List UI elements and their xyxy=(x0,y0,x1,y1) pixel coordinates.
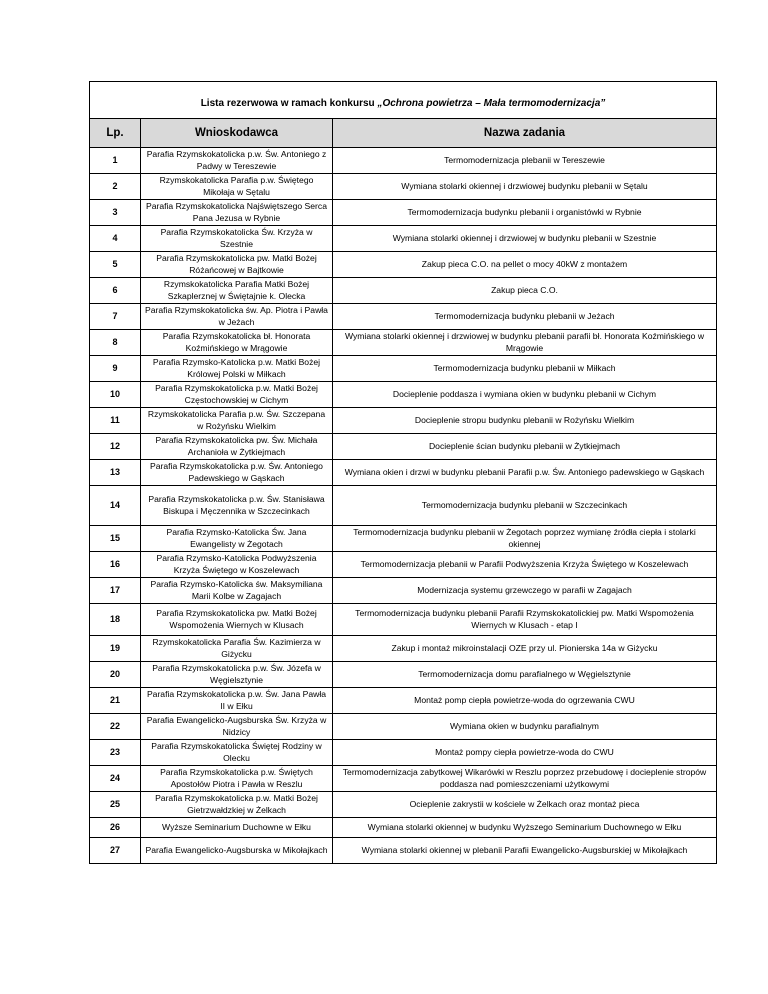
cell-lp: 10 xyxy=(90,382,141,408)
table-row xyxy=(90,662,717,688)
table-row xyxy=(90,382,717,408)
cell-lp: 27 xyxy=(90,838,141,864)
table-row xyxy=(90,792,717,818)
cell-task: Termomodernizacja plebanii w Parafii Podwyższenia Krzyża Świętego w Koszelewach xyxy=(333,552,717,578)
table-row xyxy=(90,304,717,330)
cell-applicant: Wyższe Seminarium Duchowne w Ełku xyxy=(141,818,333,838)
cell-lp: 22 xyxy=(90,714,141,740)
cell-task: Termomodernizacja plebanii w Tereszewie xyxy=(333,148,717,174)
cell-lp: 21 xyxy=(90,688,141,714)
cell-applicant: Parafia Rzymskokatolicka p.w. Św. Józefa w Węgielsztynie xyxy=(141,662,333,688)
table-row xyxy=(90,330,717,356)
cell-lp: 2 xyxy=(90,174,141,200)
cell-lp: 17 xyxy=(90,578,141,604)
cell-lp: 5 xyxy=(90,252,141,278)
cell-task: Zakup pieca C.O. xyxy=(333,278,717,304)
cell-applicant: Parafia Rzymskokatolicka pw. Matki Bożej Różańcowej w Bajtkowie xyxy=(141,252,333,278)
cell-lp: 9 xyxy=(90,356,141,382)
table-row xyxy=(90,434,717,460)
table-row xyxy=(90,740,717,766)
cell-task: Wymiana okien w budynku parafialnym xyxy=(333,714,717,740)
table-row xyxy=(90,766,717,792)
column-header-lp: Lp. xyxy=(90,119,141,148)
column-header-applicant: Wnioskodawca xyxy=(141,119,333,148)
table-row xyxy=(90,714,717,740)
table-row xyxy=(90,688,717,714)
cell-task: Wymiana stolarki okiennej w budynku Wyższego Seminarium Duchownego w Ełku xyxy=(333,818,717,838)
cell-lp: 14 xyxy=(90,486,141,526)
cell-applicant: Parafia Rzymskokatolicka Świętej Rodziny w Olecku xyxy=(141,740,333,766)
cell-applicant: Rzymskokatolicka Parafia Matki Bożej Szkaplerznej w Świętajnie k. Olecka xyxy=(141,278,333,304)
cell-applicant: Parafia Rzymsko-Katolicka Św. Jana Ewangelisty w Żegotach xyxy=(141,526,333,552)
cell-applicant: Parafia Rzymskokatolicka bł. Honorata Koźmińskiego w Mrągowie xyxy=(141,330,333,356)
table-row xyxy=(90,526,717,552)
cell-applicant: Parafia Ewangelicko-Augsburska Św. Krzyża w Nidzicy xyxy=(141,714,333,740)
cell-applicant: Parafia Rzymsko-Katolicka św. Maksymiliana Marii Kolbe w Zagajach xyxy=(141,578,333,604)
cell-task: Wymiana stolarki okiennej i drzwiowej budynku plebanii w Sętalu xyxy=(333,174,717,200)
cell-task: Wymiana stolarki okiennej i drzwiowej w budynku plebanii w Szestnie xyxy=(333,226,717,252)
table-row xyxy=(90,818,717,838)
cell-lp: 8 xyxy=(90,330,141,356)
cell-task: Modernizacja systemu grzewczego w parafii w Zagajach xyxy=(333,578,717,604)
cell-lp: 20 xyxy=(90,662,141,688)
cell-lp: 16 xyxy=(90,552,141,578)
cell-lp: 6 xyxy=(90,278,141,304)
cell-applicant: Rzymskokatolicka Parafia p.w. Św. Szczepana w Rożyńsku Wielkim xyxy=(141,408,333,434)
cell-task: Wymiana okien i drzwi w budynku plebanii Parafii p.w. Św. Antoniego padewskiego w Gąskach xyxy=(333,460,717,486)
cell-task: Termomodernizacja budynku plebanii i organistówki w Rybnie xyxy=(333,200,717,226)
cell-applicant: Parafia Rzymskokatolicka pw. Matki Bożej Wspomożenia Wiernych w Klusach xyxy=(141,604,333,636)
cell-applicant: Parafia Rzymsko-Katolicka p.w. Matki Bożej Królowej Polski w Miłkach xyxy=(141,356,333,382)
cell-lp: 24 xyxy=(90,766,141,792)
cell-lp: 4 xyxy=(90,226,141,252)
cell-applicant: Parafia Rzymskokatolicka Św. Krzyża w Szestnie xyxy=(141,226,333,252)
cell-applicant: Parafia Rzymsko-Katolicka Podwyższenia Krzyża Świętego w Koszelewach xyxy=(141,552,333,578)
cell-applicant: Parafia Rzymskokatolicka Najświętszego Serca Pana Jezusa w Rybnie xyxy=(141,200,333,226)
table-row xyxy=(90,838,717,864)
cell-lp: 18 xyxy=(90,604,141,636)
cell-lp: 3 xyxy=(90,200,141,226)
cell-applicant: Rzymskokatolicka Parafia p.w. Świętego Mikołaja w Sętalu xyxy=(141,174,333,200)
cell-lp: 26 xyxy=(90,818,141,838)
table-row xyxy=(90,486,717,526)
cell-applicant: Parafia Rzymskokatolicka p.w. Św. Antoniego z Padwy w Tereszewie xyxy=(141,148,333,174)
cell-applicant: Parafia Rzymskokatolicka św. Ap. Piotra i Pawła w Jeżach xyxy=(141,304,333,330)
table-row xyxy=(90,578,717,604)
cell-applicant: Parafia Ewangelicko-Augsburska w Mikołajkach xyxy=(141,838,333,864)
cell-task: Zakup pieca C.O. na pellet o mocy 40kW z montażem xyxy=(333,252,717,278)
cell-task: Docieplenie stropu budynku plebanii w Rożyńsku Wielkim xyxy=(333,408,717,434)
table-row xyxy=(90,278,717,304)
cell-task: Ocieplenie zakrystii w kościele w Żelkach oraz montaż pieca xyxy=(333,792,717,818)
cell-lp: 13 xyxy=(90,460,141,486)
cell-applicant: Parafia Rzymskokatolicka p.w. Św. Jana Pawła II w Ełku xyxy=(141,688,333,714)
title-text: Lista rezerwowa w ramach konkursu xyxy=(200,97,378,109)
table-title xyxy=(90,82,717,119)
cell-applicant: Parafia Rzymskokatolicka p.w. Świętych Apostołów Piotra i Pawła w Reszlu xyxy=(141,766,333,792)
cell-task: Termomodernizacja budynku plebanii w Szczecinkach xyxy=(333,486,717,526)
cell-task: Wymiana stolarki okiennej w plebanii Parafii Ewangelicko-Augsburskiej w Mikołajkach xyxy=(333,838,717,864)
cell-task: Wymiana stolarki okiennej i drzwiowej w budynku plebanii parafii bł. Honorata Koźmińskiego w Mrągowie xyxy=(333,330,717,356)
cell-applicant: Rzymskokatolicka Parafia Św. Kazimierza w Giżycku xyxy=(141,636,333,662)
table-row xyxy=(90,252,717,278)
cell-task: Termomodernizacja budynku plebanii w Jeżach xyxy=(333,304,717,330)
cell-task: Termomodernizacja budynku plebanii w Miłkach xyxy=(333,356,717,382)
cell-applicant: Parafia Rzymskokatolicka p.w. Matki Bożej Gietrzwałdzkiej w Żelkach xyxy=(141,792,333,818)
cell-task: Termomodernizacja budynku plebanii w Żegotach poprzez wymianę źródła ciepła i stolarki okiennej xyxy=(333,526,717,552)
cell-task: Termomodernizacja budynku plebanii Parafii Rzymskokatolickiej pw. Matki Wspomożenia Wiernych w Klusach - etap I xyxy=(333,604,717,636)
table-row xyxy=(90,356,717,382)
cell-lp: 12 xyxy=(90,434,141,460)
table-row xyxy=(90,636,717,662)
column-header-task: Nazwa zadania xyxy=(333,119,717,148)
table-row xyxy=(90,408,717,434)
reserve-list-table xyxy=(89,81,717,864)
table-header-row xyxy=(90,119,717,148)
cell-applicant: Parafia Rzymskokatolicka p.w. Matki Bożej Częstochowskiej w Cichym xyxy=(141,382,333,408)
table-row xyxy=(90,174,717,200)
cell-lp: 19 xyxy=(90,636,141,662)
table-row xyxy=(90,226,717,252)
cell-task: Montaż pompy ciepła powietrze-woda do CWU xyxy=(333,740,717,766)
cell-lp: 15 xyxy=(90,526,141,552)
cell-applicant: Parafia Rzymskokatolicka pw. Św. Michała Archanioła w Żytkiejmach xyxy=(141,434,333,460)
cell-lp: 7 xyxy=(90,304,141,330)
cell-lp: 25 xyxy=(90,792,141,818)
title-contest-name: „Ochrona powietrza – Mała termomodernizacja” xyxy=(377,97,606,109)
table-row xyxy=(90,200,717,226)
cell-task: Termomodernizacja domu parafialnego w Węgielsztynie xyxy=(333,662,717,688)
table-title-row xyxy=(90,82,717,119)
cell-task: Docieplenie ścian budynku plebanii w Żytkiejmach xyxy=(333,434,717,460)
table-row xyxy=(90,148,717,174)
cell-task: Termomodernizacja zabytkowej Wikarówki w Reszlu poprzez przebudowę i docieplenie stropów poddasza nad pomieszczeniami użytkowymi xyxy=(333,766,717,792)
cell-lp: 23 xyxy=(90,740,141,766)
cell-task: Zakup i montaż mikroinstalacji OZE przy ul. Pionierska 14a w Giżycku xyxy=(333,636,717,662)
cell-lp: 1 xyxy=(90,148,141,174)
cell-applicant: Parafia Rzymskokatolicka p.w. Św. Antoniego Padewskiego w Gąskach xyxy=(141,460,333,486)
cell-task: Docieplenie poddasza i wymiana okien w budynku plebanii w Cichym xyxy=(333,382,717,408)
table-row xyxy=(90,460,717,486)
cell-lp: 11 xyxy=(90,408,141,434)
table-row xyxy=(90,552,717,578)
cell-applicant: Parafia Rzymskokatolicka p.w. Św. Stanisława Biskupa i Męczennika w Szczecinkach xyxy=(141,486,333,526)
table-row xyxy=(90,604,717,636)
cell-task: Montaż pomp ciepła powietrze-woda do ogrzewania CWU xyxy=(333,688,717,714)
